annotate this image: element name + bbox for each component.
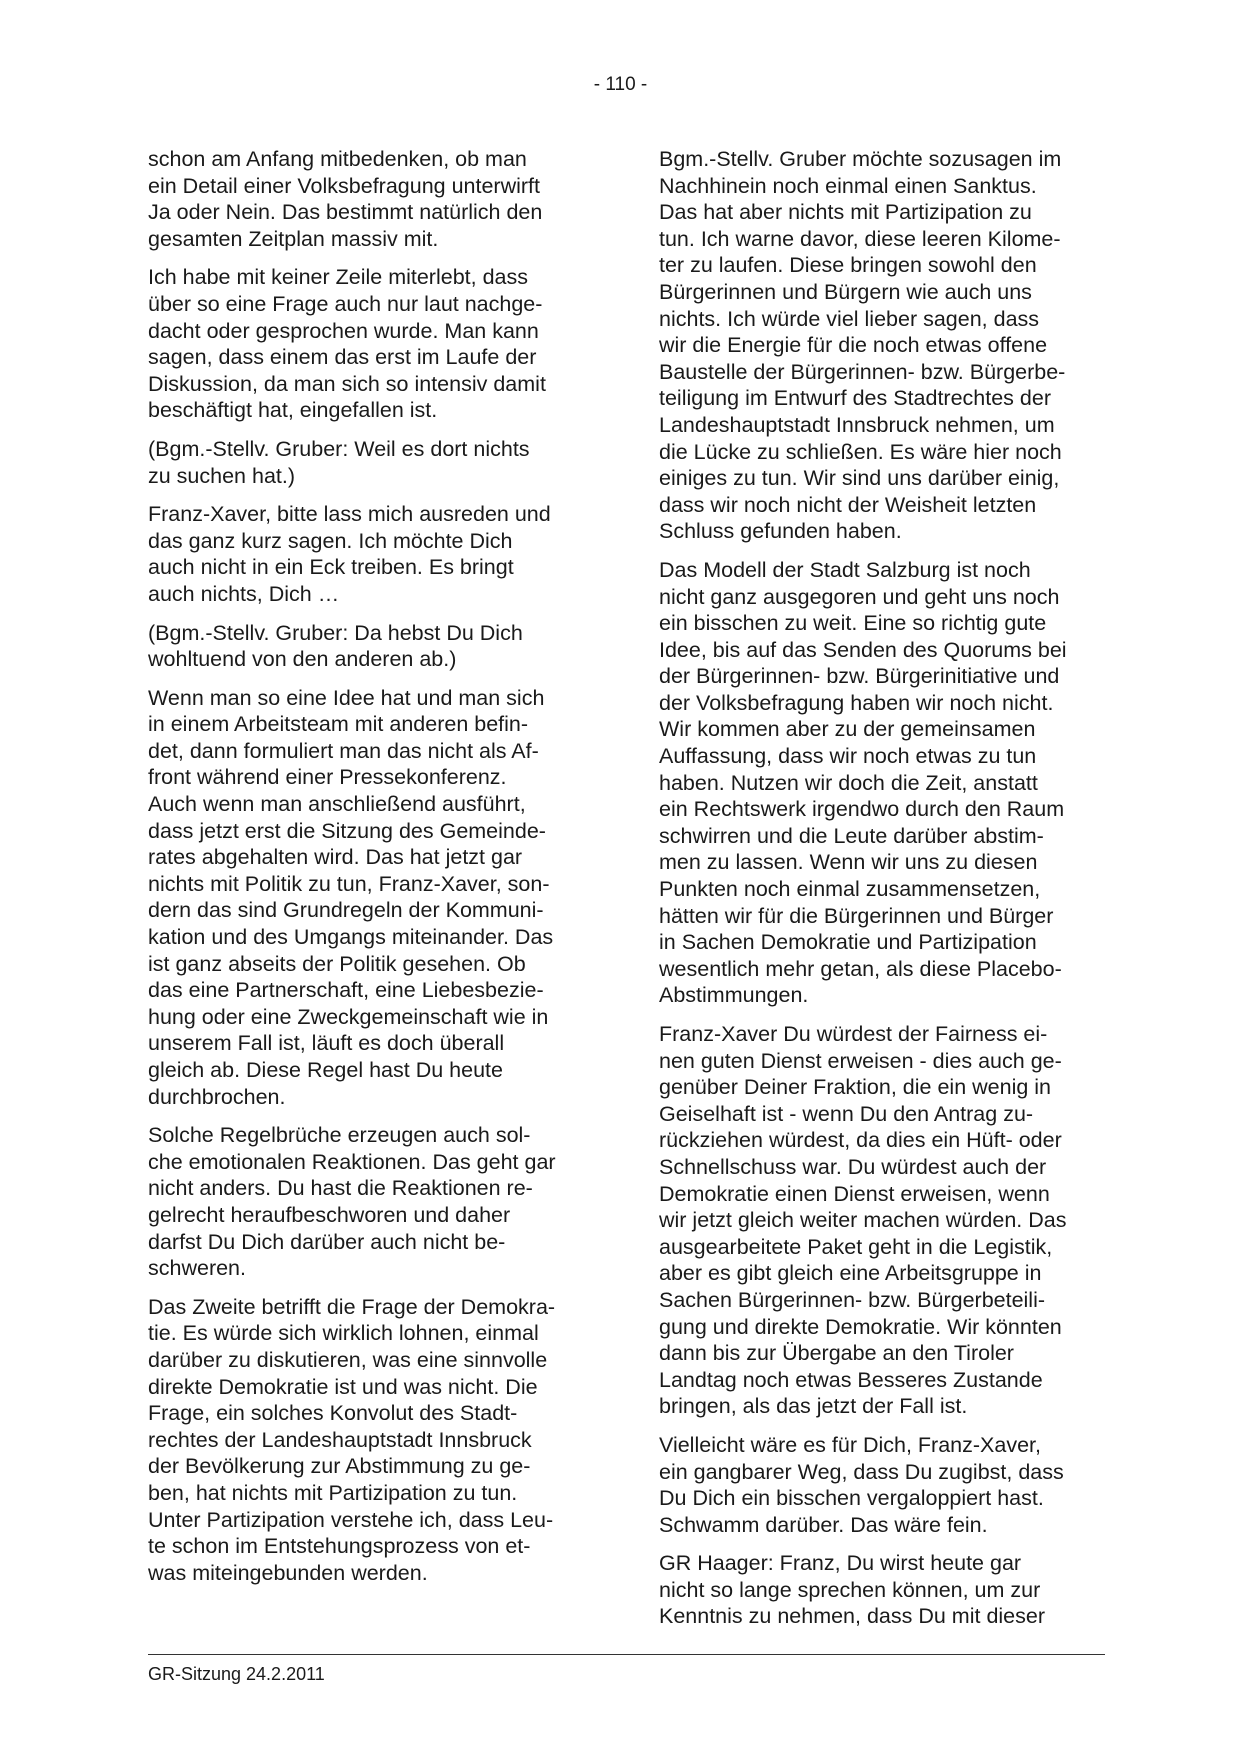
footer-session-date: GR-Sitzung 24.2.2011 [148,1664,325,1684]
page-number: - 110 - [593,74,648,95]
paragraph: Vielleicht wäre es für Dich, Franz-Xaver, ein gangbarer Weg, dass Du zugibst, dass Du Dich ein bisschen vergaloppiert hast. Schwamm darüber. Das wäre fein. [659,1432,1064,1537]
paragraph: Wenn man so eine Idee hat und man sich in einem Arbeitsteam mit anderen befin- det, dann formuliert man das nicht als Af- front während einer Pressekonferenz. Auch wenn man anschließend ausführt, dass jetzt erst die Sitzung des Gemeinde- rates abgehalten wird. Das hat jetzt gar nichts mit Politik zu tun, Franz-Xaver, son- dern das sind Grundregeln der Kommuni- kation und des Umgangs miteinander. Das ist ganz abseits der Politik gesehen. Ob das eine Partnerschaft, eine Liebesbezie- hung oder eine Zweckgemeinschaft wie in unserem Fall ist, läuft es doch überall gleich ab. Diese Regel hast Du heute durchbrochen. [148,685,554,1109]
paragraph: Das Modell der Stadt Salzburg ist noch nicht ganz ausgegoren und geht uns noch ein bisschen zu weit. Eine so richtig gute Idee, bis auf das Senden des Quorums bei der Bürgerinnen- bzw. Bürgerinitiative und der Volksbefragung haben wir noch nicht. Wir kommen aber zu der gemeinsamen Auffassung, dass wir noch etwas zu tun haben. Nutzen wir doch die Zeit, anstatt ein Rechtswerk irgendwo durch den Raum schwirren und die Leute darüber abstim- men zu lassen. Wenn wir uns zu diesen Punkten noch einmal zusammensetzen, hätten wir für die Bürgerinnen und Bürger in Sachen Demokratie und Partizipation wesentlich mehr getan, als diese Placebo- Abstimmungen. [659,557,1067,1008]
paragraph: GR Haager: Franz, Du wirst heute gar nicht so lange sprechen können, um zur Kenntnis zu nehmen, dass Du mit dieser [659,1551,1046,1629]
left-column [148,146,588,1598]
paragraph: Das Zweite betrifft die Frage der Demokra- tie. Es würde sich wirklich lohnen, einmal darüber zu diskutieren, was eine sinnvolle direkte Demokratie ist und was nicht. Die Frage, ein solches Konvolut des Stadt- rechtes der Landeshauptstadt Innsbruck der Bevölkerung zur Abstimmung zu ge- ben, hat nichts mit Partizipation zu tun. Unter Partizipation verstehe ich, dass Leu- te schon im Entstehungsprozess von et- was miteingebunden werden. [148,1294,556,1585]
paragraph: Franz-Xaver Du würdest der Fairness ei- nen guten Dienst erweisen - dies auch ge- genüber Deiner Fraktion, die ein wenig in Geiselhaft ist - wenn Du den Antrag zu- rückziehen würdest, da dies ein Hüft- oder Schnellschuss war. Du würdest auch der Demokratie einen Dienst erweisen, wenn wir jetzt gleich weiter machen würden. Das ausgearbeitete Paket geht in die Legistik, aber es gibt gleich eine Arbeitsgruppe in Sachen Bürgerinnen- bzw. Bürgerbeteili- gung und direkte Demokratie. Wir könnten dann bis zur Übergabe an den Tiroler Landtag noch etwas Besseres Zustande bringen, als das jetzt der Fall ist. [659,1022,1067,1419]
right-column [659,146,1105,1642]
paragraph: (Bgm.-Stellv. Gruber: Da hebst Du Dich wohltuend von den anderen ab.) [148,620,523,672]
paragraph: (Bgm.-Stellv. Gruber: Weil es dort nichts zu suchen hat.) [148,436,530,488]
paragraph: Solche Regelbrüche erzeugen auch sol- che emotionalen Reaktionen. Das geht gar nicht anders. Du hast die Reaktionen re- gelrecht heraufbeschworen und daher darfst Du Dich darüber auch nicht be- schweren. [148,1123,556,1281]
paragraph: Franz-Xaver, bitte lass mich ausreden und das ganz kurz sagen. Ich möchte Dich auch nicht in ein Eck treiben. Es bringt auch nichts, Dich … [148,502,551,606]
paragraph: schon am Anfang mitbedenken, ob man ein Detail einer Volksbefragung unterwirft Ja oder Nein. Das bestimmt natürlich den gesamten Zeitplan massiv mit. [148,147,543,251]
footer-divider [148,1654,1105,1655]
paragraph: Bgm.-Stellv. Gruber möchte sozusagen im Nachhinein noch einmal einen Sanktus. Das hat aber nichts mit Partizipation zu tun. Ich warne davor, diese leeren Kilome- ter zu laufen. Diese bringen sowohl den Bürgerinnen und Bürgern wie auch uns nichts. Ich würde viel lieber sagen, dass wir die Energie für die noch etwas offene Baustelle der Bürgerinnen- bzw. Bürgerbe- teiligung im Entwurf des Stadtrechtes der Landeshauptstadt Innsbruck nehmen, um die Lücke zu schließen. Es wäre hier noch einiges zu tun. Wir sind uns darüber einig, dass wir noch nicht der Weisheit letzten Schluss gefunden haben. [659,147,1066,544]
paragraph: Ich habe mit keiner Zeile miterlebt, dass über so eine Frage auch nur laut nachge- dacht oder gesprochen wurde. Man kann sagen, dass einem das erst im Laufe der Diskussion, da man sich so intensiv damit beschäftigt hat, eingefallen ist. [148,265,546,423]
